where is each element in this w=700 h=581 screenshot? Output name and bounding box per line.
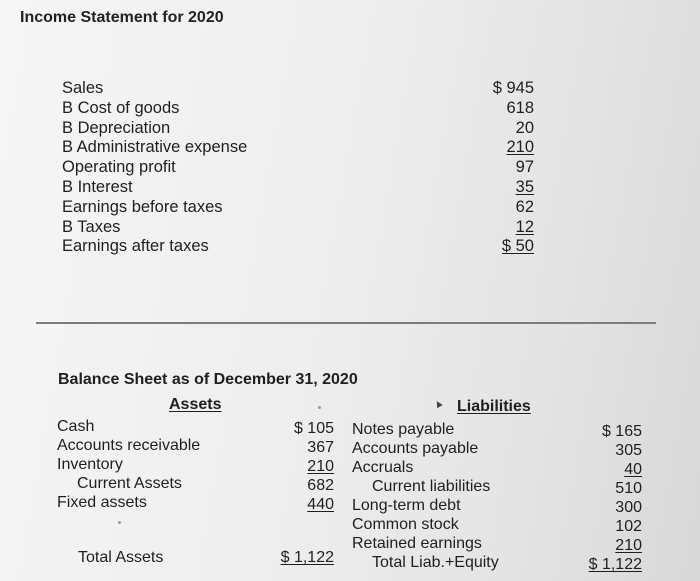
speck-mark	[118, 521, 121, 524]
is-label-depreciation: B Depreciation	[62, 118, 171, 137]
balance-sheet-title: Balance Sheet as of December 31, 2020	[58, 371, 358, 388]
income-statement-labels	[62, 79, 247, 257]
is-value-sales: $ 945	[492, 79, 534, 97]
mouse-cursor-icon: ▲	[430, 396, 447, 412]
liab-value-total-liab-equity: $ 1,122	[588, 556, 642, 573]
is-label-sales: Sales	[62, 79, 104, 97]
liab-label-current-liabilities: Current liabilities	[372, 478, 491, 495]
liab-value-accruals: 40	[624, 461, 642, 478]
is-label-operating-profit: Operating profit	[62, 158, 176, 177]
asset-values	[276, 419, 334, 514]
is-label-eat: Earnings after taxes	[62, 237, 209, 256]
liab-value-accounts-payable: 305	[615, 442, 642, 459]
asset-label-inventory: Inventory	[57, 456, 123, 473]
liab-value-common-stock: 102	[615, 518, 642, 535]
liab-value-current-liabilities: 510	[615, 480, 642, 497]
liab-label-total-liab-equity: Total Liab.+Equity	[372, 554, 499, 571]
asset-label-receivable: Accounts receivable	[57, 437, 201, 454]
is-value-operating-profit: 97	[515, 158, 534, 177]
asset-value-cash: $ 105	[293, 420, 334, 437]
asset-labels	[57, 417, 200, 512]
asset-label-cash: Cash	[57, 418, 95, 435]
liability-values	[580, 422, 642, 574]
liab-label-accounts-payable: Accounts payable	[352, 440, 479, 457]
is-value-taxes: 12	[515, 217, 534, 236]
total-assets-value: $ 1,122	[280, 549, 334, 566]
is-label-interest: B Interest	[62, 177, 133, 196]
assets-header: Assets	[169, 396, 222, 413]
asset-label-current-assets: Current Assets	[77, 475, 182, 492]
income-statement-title: Income Statement for 2020	[20, 9, 224, 26]
is-label-ebt: Earnings before taxes	[62, 197, 223, 216]
is-value-eat: $ 50	[501, 237, 534, 256]
asset-value-inventory: 210	[307, 458, 334, 475]
is-label-cost-of-goods: B Cost of goods	[62, 98, 180, 117]
liab-label-retained-earnings: Retained earnings	[352, 535, 482, 552]
liab-value-long-term-debt: 300	[615, 499, 642, 516]
liab-label-accruals: Accruals	[352, 459, 414, 476]
is-label-taxes: B Taxes	[62, 217, 121, 236]
total-assets-label: Total Assets	[78, 549, 164, 566]
speck-mark	[318, 406, 321, 409]
liab-label-common-stock: Common stock	[352, 516, 459, 533]
liab-label-long-term-debt: Long-term debt	[352, 497, 461, 514]
liab-label-notes-payable: Notes payable	[352, 421, 455, 438]
liab-value-retained-earnings: 210	[615, 537, 642, 554]
liabilities-header: Liabilities	[457, 398, 531, 415]
asset-label-fixed-assets: Fixed assets	[57, 494, 147, 511]
is-value-admin-expense: 210	[506, 138, 534, 157]
is-value-cost-of-goods: 618	[506, 98, 534, 117]
is-label-admin-expense: B Administrative expense	[62, 138, 248, 157]
liability-labels	[352, 420, 499, 572]
asset-value-receivable: 367	[307, 439, 334, 456]
is-value-interest: 35	[515, 177, 534, 196]
section-divider	[36, 322, 656, 324]
asset-value-fixed-assets: 440	[307, 496, 334, 513]
asset-value-current-assets: 682	[307, 477, 334, 494]
income-statement-values	[478, 79, 534, 257]
is-value-ebt: 62	[515, 197, 534, 216]
is-value-depreciation: 20	[515, 118, 534, 137]
liab-value-notes-payable: $ 165	[601, 423, 642, 440]
